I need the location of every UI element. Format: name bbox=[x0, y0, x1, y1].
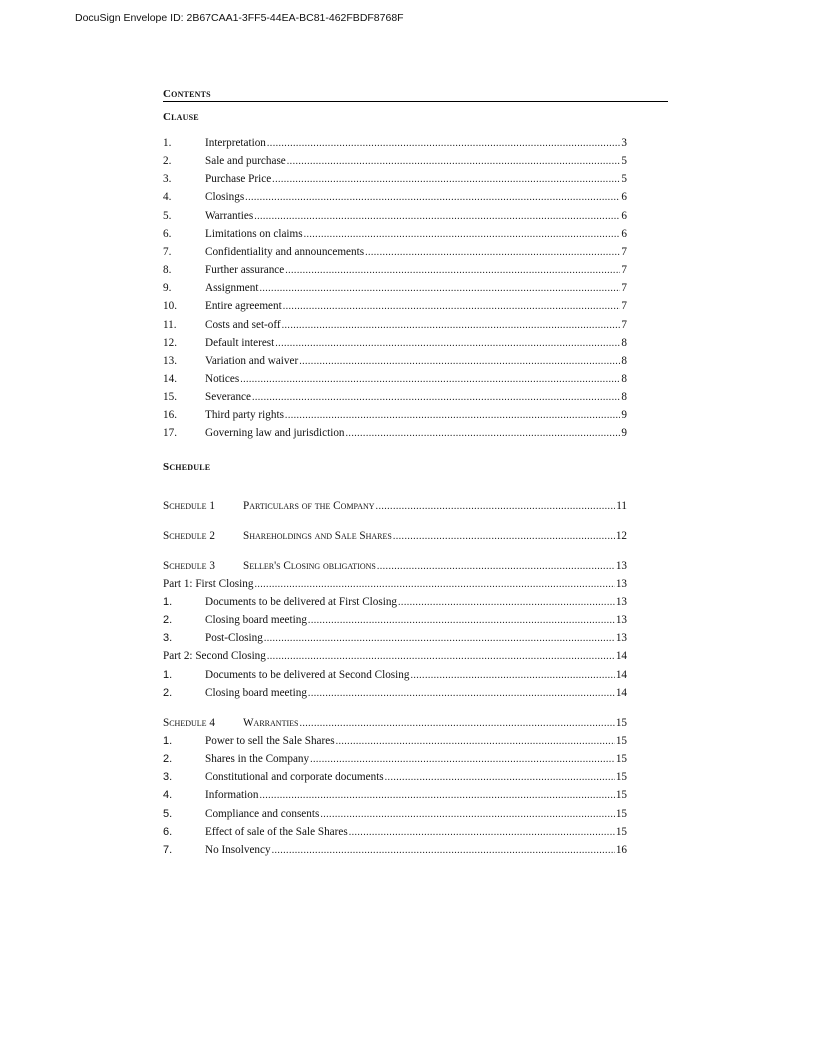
clause-entry[interactable] bbox=[163, 408, 627, 422]
schedule-item-entry[interactable] bbox=[163, 595, 627, 609]
entry-page-number: 8 bbox=[621, 354, 627, 367]
dot-leader bbox=[410, 670, 614, 682]
schedule-item-entry[interactable] bbox=[163, 807, 627, 821]
entry-title: Purchase Price bbox=[205, 173, 272, 186]
entry-page-number: 5 bbox=[621, 155, 627, 168]
entry-title: Third party rights bbox=[205, 409, 284, 422]
entry-number: 13. bbox=[163, 354, 177, 367]
dot-leader bbox=[275, 338, 620, 350]
clause-entry[interactable] bbox=[163, 245, 627, 259]
entry-title: Information bbox=[205, 789, 259, 802]
dot-leader bbox=[398, 597, 615, 609]
clause-entry[interactable] bbox=[163, 299, 627, 313]
contents-heading: Contents bbox=[163, 88, 211, 100]
dot-leader bbox=[240, 374, 620, 386]
clause-entry[interactable] bbox=[163, 172, 627, 186]
schedule-item-entry[interactable] bbox=[163, 825, 627, 839]
dot-leader bbox=[259, 790, 614, 802]
entry-title: Interpretation bbox=[205, 137, 266, 149]
dot-leader bbox=[267, 138, 621, 150]
entry-title: Assignment bbox=[205, 282, 259, 295]
schedule-item-entry[interactable] bbox=[163, 734, 627, 748]
schedule-part-entry[interactable] bbox=[163, 649, 627, 663]
dot-leader bbox=[254, 579, 614, 591]
entry-page-number: 3 bbox=[621, 137, 627, 149]
clause-entry[interactable] bbox=[163, 372, 627, 386]
entry-title: Closings bbox=[205, 191, 245, 204]
entry-number: 7. bbox=[163, 245, 172, 258]
entry-page-number: 15 bbox=[615, 771, 627, 784]
entry-number: 8. bbox=[163, 264, 172, 277]
entry-number: 2. bbox=[163, 614, 173, 627]
schedule-item-entry[interactable] bbox=[163, 843, 627, 857]
entry-title: Closing board meeting bbox=[205, 614, 307, 627]
schedule-entry[interactable] bbox=[163, 529, 627, 543]
dot-leader bbox=[264, 633, 615, 645]
dot-leader bbox=[287, 156, 621, 168]
clause-entry[interactable] bbox=[163, 354, 627, 368]
entry-page-number: 15 bbox=[615, 735, 627, 747]
entry-title: Documents to be delivered at First Closing bbox=[205, 596, 398, 609]
entry-title: Variation and waiver bbox=[205, 354, 299, 367]
entry-title: Further assurance bbox=[205, 264, 285, 277]
entry-page-number: 6 bbox=[621, 209, 627, 222]
dot-leader bbox=[299, 356, 620, 368]
dot-leader bbox=[310, 754, 615, 766]
schedule-item-entry[interactable] bbox=[163, 613, 627, 627]
entry-number: 14. bbox=[163, 372, 177, 385]
entry-page-number: 13 bbox=[615, 560, 627, 572]
dot-leader bbox=[272, 174, 620, 186]
entry-number: 11. bbox=[163, 318, 177, 331]
dot-leader bbox=[282, 320, 621, 332]
entry-number: 1. bbox=[163, 596, 173, 609]
schedule-label: Schedule 1 bbox=[163, 500, 215, 512]
dot-leader bbox=[267, 651, 615, 663]
entry-page-number: 13 bbox=[615, 596, 627, 609]
schedule-label: Schedule 3 bbox=[163, 560, 215, 572]
entry-page-number: 12 bbox=[615, 530, 627, 542]
entry-title: Governing law and jurisdiction bbox=[205, 427, 345, 440]
dot-leader bbox=[349, 827, 615, 839]
entry-page-number: 13 bbox=[615, 632, 627, 645]
schedule-item-entry[interactable] bbox=[163, 631, 627, 645]
entry-page-number: 7 bbox=[621, 318, 627, 331]
clause-entry[interactable] bbox=[163, 390, 627, 404]
clause-entry[interactable] bbox=[163, 190, 627, 204]
dot-leader bbox=[245, 192, 620, 204]
dot-leader bbox=[285, 410, 620, 422]
clause-entry[interactable] bbox=[163, 426, 627, 440]
schedule-label: Schedule 4 bbox=[163, 717, 215, 729]
entry-number: 17. bbox=[163, 427, 177, 440]
entry-title: Default interest bbox=[205, 336, 275, 349]
entry-page-number: 15 bbox=[615, 789, 627, 802]
entry-page-number: 8 bbox=[621, 372, 627, 385]
clause-heading: Clause bbox=[163, 111, 199, 123]
entry-page-number: 14 bbox=[615, 650, 627, 663]
dot-leader bbox=[308, 615, 615, 627]
entry-number: 3. bbox=[163, 771, 173, 784]
schedule-entry[interactable] bbox=[163, 716, 627, 730]
schedule-entry[interactable] bbox=[163, 499, 627, 513]
entry-number: 15. bbox=[163, 391, 177, 404]
entry-page-number: 8 bbox=[621, 391, 627, 404]
entry-number: 4. bbox=[163, 191, 172, 204]
entry-page-number: 5 bbox=[621, 173, 627, 186]
clause-entry[interactable] bbox=[163, 263, 627, 277]
entry-title: Notices bbox=[205, 372, 240, 385]
entry-number: 2. bbox=[163, 155, 172, 168]
entry-page-number: 13 bbox=[615, 614, 627, 627]
entry-title: Part 1: First Closing bbox=[163, 578, 254, 590]
dot-leader bbox=[272, 845, 615, 857]
entry-title: Shares in the Company bbox=[205, 753, 310, 766]
dot-leader bbox=[304, 229, 621, 241]
dot-leader bbox=[385, 772, 615, 784]
schedule-label: Schedule 2 bbox=[163, 530, 215, 542]
entry-title: Constitutional and corporate documents bbox=[205, 771, 384, 784]
entry-number: 1. bbox=[163, 735, 173, 747]
dot-leader bbox=[376, 501, 616, 513]
entry-page-number: 14 bbox=[615, 668, 627, 681]
entry-title: Seller's Closing obligations bbox=[243, 560, 376, 572]
clause-entry[interactable] bbox=[163, 336, 627, 350]
entry-title: Sale and purchase bbox=[205, 155, 286, 168]
dot-leader bbox=[346, 428, 621, 440]
entry-page-number: 15 bbox=[615, 807, 627, 820]
entry-title: Particulars of the Company bbox=[243, 500, 375, 512]
entry-number: 12. bbox=[163, 336, 177, 349]
dot-leader bbox=[259, 283, 620, 295]
entry-page-number: 15 bbox=[615, 753, 627, 766]
entry-page-number: 14 bbox=[615, 686, 627, 699]
schedule-entry[interactable] bbox=[163, 559, 627, 573]
clause-entry[interactable] bbox=[163, 209, 627, 223]
clause-entry[interactable] bbox=[163, 318, 627, 332]
schedule-item-entry[interactable] bbox=[163, 686, 627, 700]
entry-page-number: 15 bbox=[615, 717, 627, 729]
entry-title: Part 2: Second Closing bbox=[163, 650, 266, 663]
dot-leader bbox=[283, 301, 621, 313]
entry-title: Warranties bbox=[243, 717, 299, 729]
entry-title: Closing board meeting bbox=[205, 686, 307, 699]
schedule-part-entry[interactable] bbox=[163, 577, 627, 591]
entry-title: Warranties bbox=[205, 209, 254, 222]
entry-title: Documents to be delivered at Second Closing bbox=[205, 668, 410, 681]
entry-number: 16. bbox=[163, 409, 177, 422]
dot-leader bbox=[285, 265, 620, 277]
schedule-item-entry[interactable] bbox=[163, 752, 627, 766]
entry-page-number: 7 bbox=[621, 300, 627, 313]
entry-number: 3. bbox=[163, 632, 173, 645]
entry-number: 6. bbox=[163, 825, 173, 838]
entry-page-number: 6 bbox=[621, 191, 627, 204]
entry-page-number: 8 bbox=[621, 336, 627, 349]
entry-number: 7. bbox=[163, 843, 173, 856]
entry-page-number: 6 bbox=[621, 227, 627, 240]
entry-page-number: 15 bbox=[615, 825, 627, 838]
entry-title: Entire agreement bbox=[205, 300, 282, 313]
clause-entry[interactable] bbox=[163, 227, 627, 241]
entry-title: Compliance and consents bbox=[205, 807, 320, 820]
dot-leader bbox=[299, 718, 614, 730]
entry-page-number: 16 bbox=[615, 843, 627, 856]
entry-title: Limitations on claims bbox=[205, 227, 303, 240]
dot-leader bbox=[254, 211, 620, 223]
entry-number: 6. bbox=[163, 227, 172, 240]
entry-title: Post-Closing bbox=[205, 632, 263, 645]
entry-number: 2. bbox=[163, 753, 173, 766]
entry-page-number: 9 bbox=[621, 409, 627, 422]
entry-title: Confidentiality and announcements bbox=[205, 245, 365, 258]
entry-page-number: 7 bbox=[621, 264, 627, 277]
entry-number: 4. bbox=[163, 789, 173, 802]
dot-leader bbox=[365, 247, 620, 259]
schedule-item-entry[interactable] bbox=[163, 788, 627, 802]
entry-number: 9. bbox=[163, 282, 172, 295]
docusign-envelope-id: DocuSign Envelope ID: 2B67CAA1-3FF5-44EA-BC81-462FBDF8768F bbox=[75, 12, 404, 24]
entry-page-number: 7 bbox=[621, 282, 627, 295]
schedule-heading: Schedule bbox=[163, 461, 211, 473]
clause-entry[interactable] bbox=[163, 281, 627, 295]
schedule-item-entry[interactable] bbox=[163, 770, 627, 784]
dot-leader bbox=[252, 392, 620, 404]
clause-entry[interactable] bbox=[163, 136, 627, 150]
contents-rule bbox=[163, 101, 668, 102]
entry-number: 1. bbox=[163, 668, 173, 681]
dot-leader bbox=[377, 561, 615, 573]
entry-title: Severance bbox=[205, 391, 251, 404]
entry-page-number: 9 bbox=[621, 427, 627, 440]
entry-title: No Insolvency bbox=[205, 843, 271, 856]
dot-leader bbox=[393, 531, 615, 543]
entry-number: 2. bbox=[163, 686, 173, 699]
dot-leader bbox=[336, 736, 615, 748]
schedule-item-entry[interactable] bbox=[163, 668, 627, 682]
entry-title: Effect of sale of the Sale Shares bbox=[205, 825, 348, 838]
entry-title: Shareholdings and Sale Shares bbox=[243, 530, 392, 542]
entry-page-number: 7 bbox=[621, 245, 627, 258]
entry-number: 5. bbox=[163, 807, 173, 820]
entry-number: 10. bbox=[163, 300, 177, 313]
entry-number: 3. bbox=[163, 173, 172, 186]
entry-number: 5. bbox=[163, 209, 172, 222]
entry-page-number: 13 bbox=[615, 578, 627, 590]
dot-leader bbox=[308, 688, 615, 700]
entry-number: 1. bbox=[163, 137, 172, 149]
clause-entry[interactable] bbox=[163, 154, 627, 168]
entry-title: Costs and set-off bbox=[205, 318, 281, 331]
dot-leader bbox=[320, 809, 614, 821]
entry-page-number: 11 bbox=[616, 500, 627, 512]
entry-title: Power to sell the Sale Shares bbox=[205, 735, 335, 747]
